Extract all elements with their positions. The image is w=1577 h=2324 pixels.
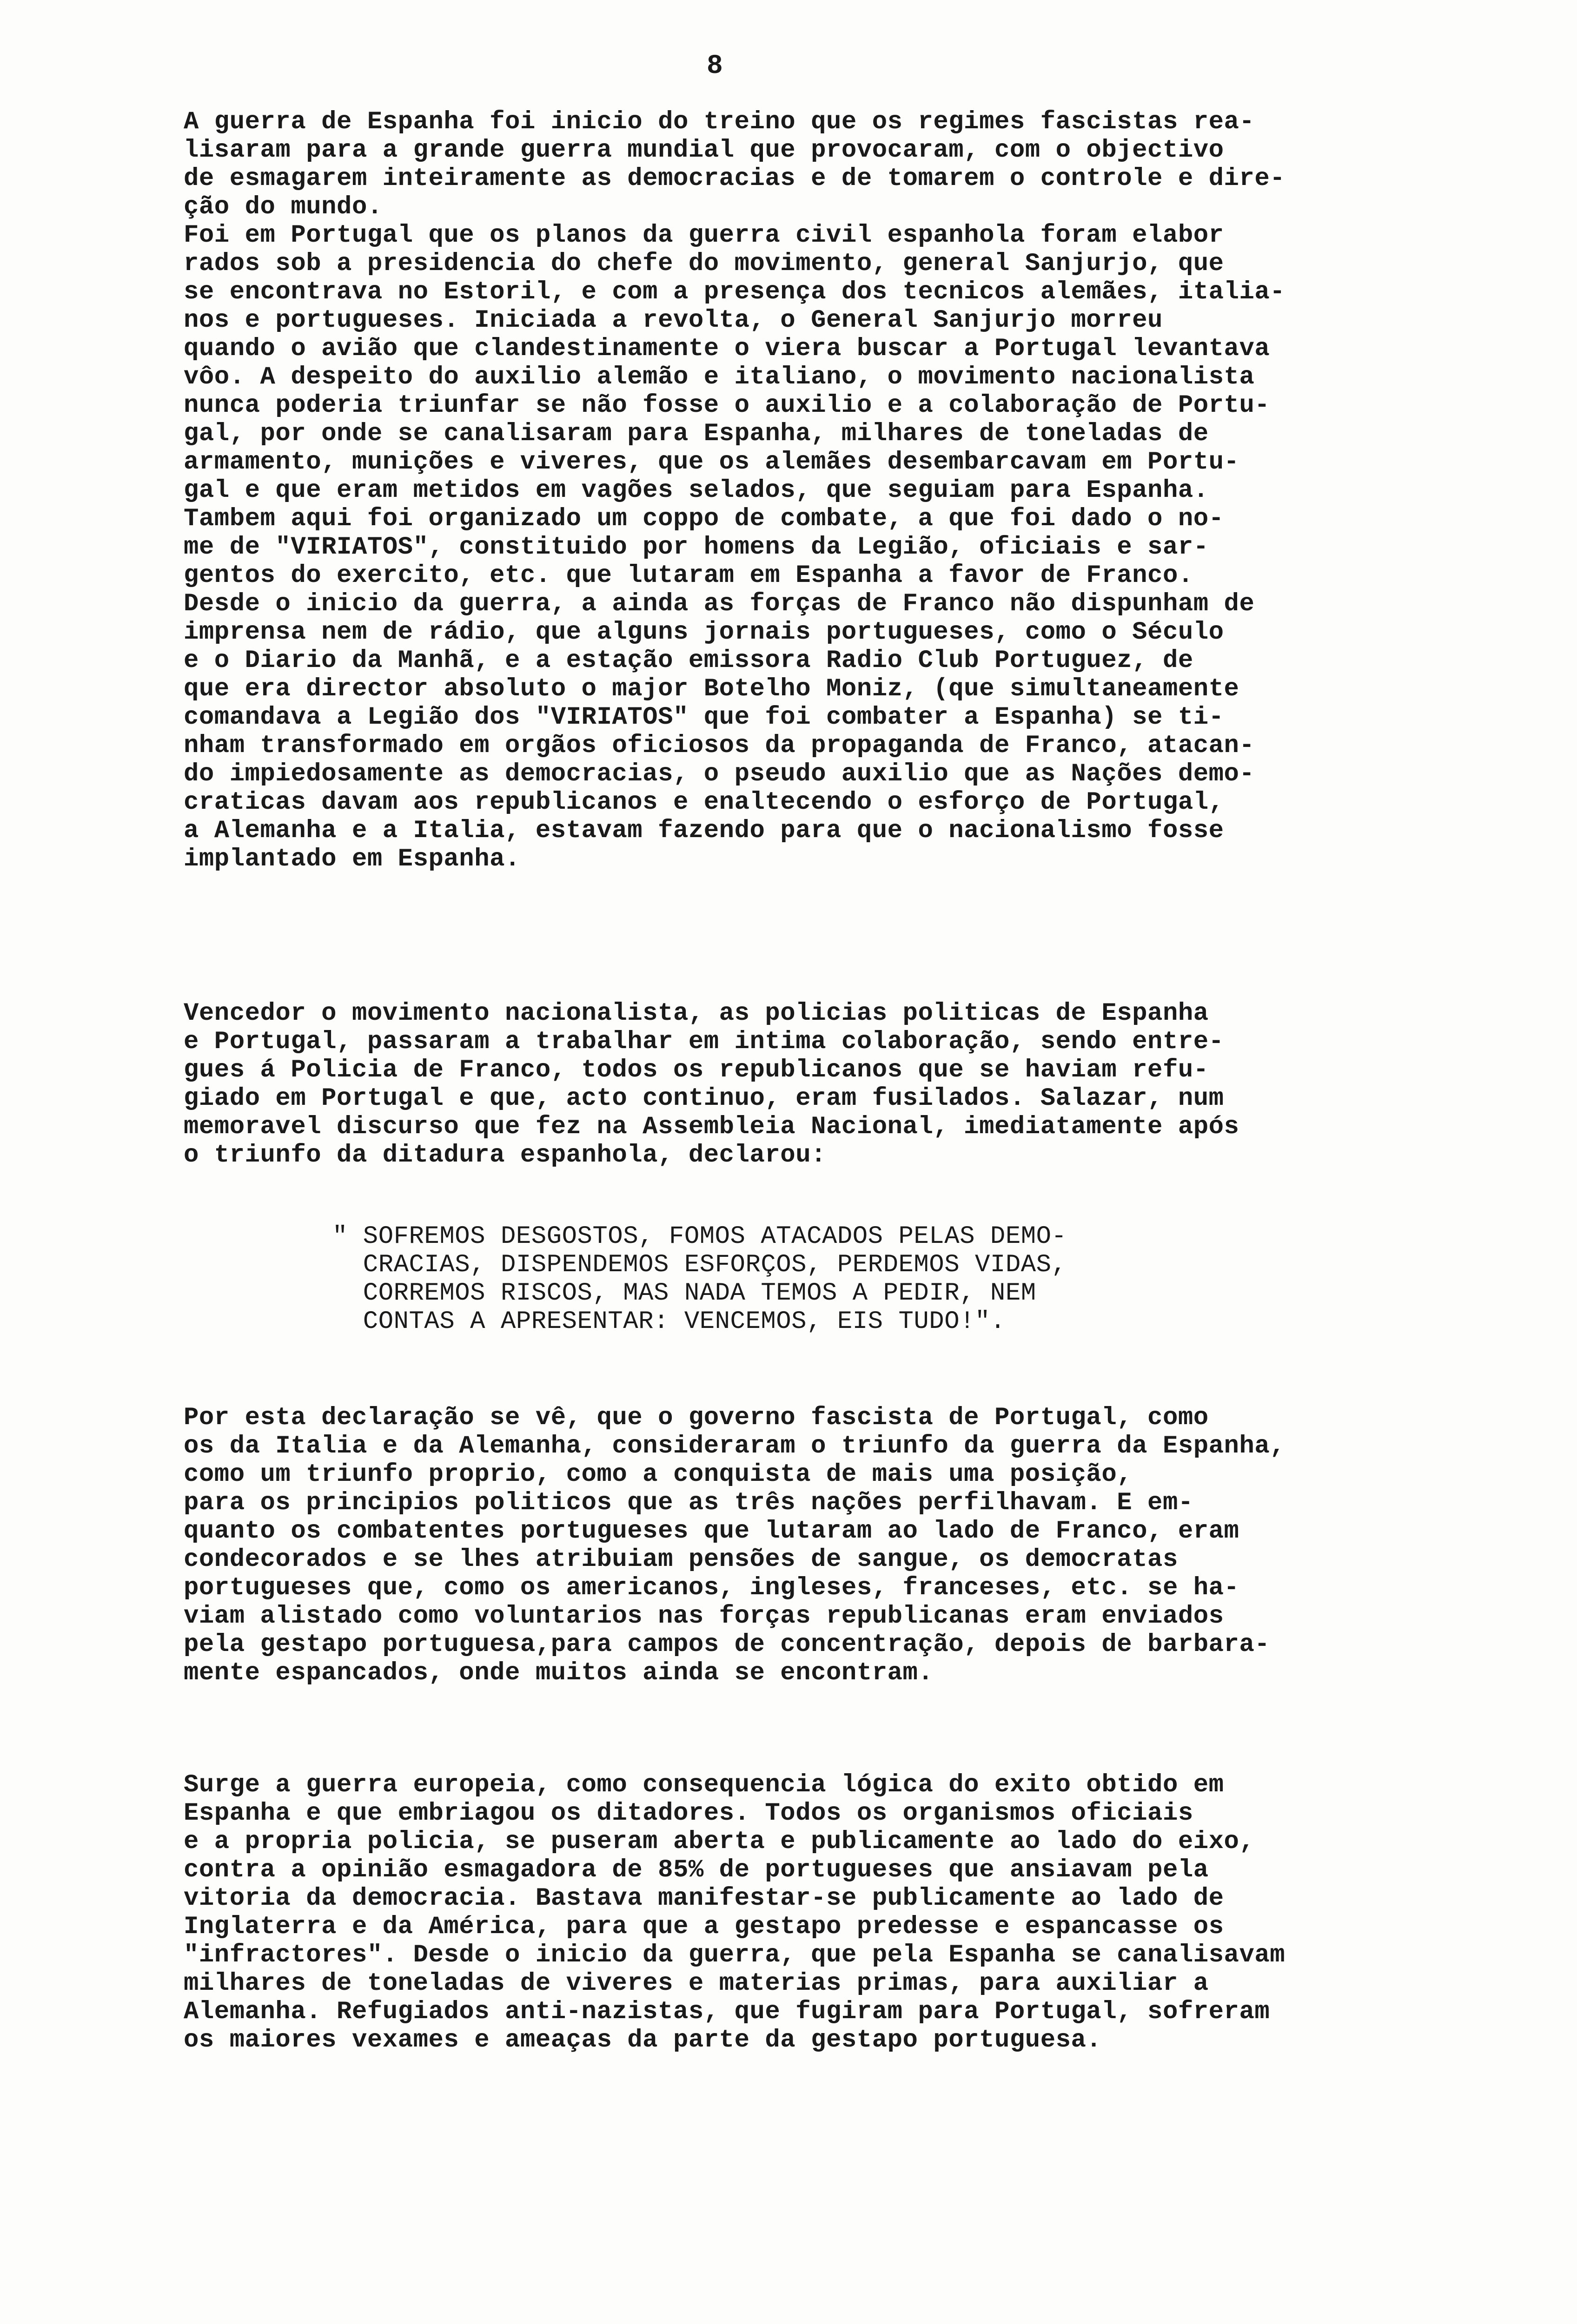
text-line: ção do mundo. — [184, 193, 383, 221]
text-line: nunca poderia triunfar se não fosse o auxilio e a colaboração de Portu- — [184, 391, 1270, 420]
text-line: vôo. A despeito do auxilio alemão e italiano, o movimento nacionalista — [184, 363, 1255, 391]
text-line: CONTAS A APRESENTAR: VENCEMOS, EIS TUDO!". — [332, 1307, 1006, 1336]
text-line: Vencedor o movimento nacionalista, as policias politicas de Espanha — [184, 999, 1209, 1028]
text-line: e o Diario da Manhã, e a estação emissora Radio Club Portuguez, de — [184, 647, 1193, 675]
text-line: CRACIAS, DISPENDEMOS ESFORÇOS, PERDEMOS VIDAS, — [332, 1251, 1067, 1279]
text-line: os da Italia e da Alemanha, consideraram o triunfo da guerra da Espanha, — [184, 1432, 1285, 1460]
text-line: nos e portugueses. Iniciada a revolta, o General Sanjurjo morreu — [184, 306, 1163, 335]
text-line: contra a opinião esmagadora de 85% de portugueses que ansiavam pela — [184, 1856, 1209, 1884]
text-line: gal e que eram metidos em vagões selados, que seguiam para Espanha. — [184, 476, 1209, 505]
text-line: me de "VIRIATOS", constituido por homens da Legião, oficiais e sar- — [184, 533, 1209, 561]
text-line: CORREMOS RISCOS, MAS NADA TEMOS A PEDIR, NEM — [332, 1279, 1036, 1307]
text-line: Tambem aqui foi organizado um coppo de combate, a que foi dado o no- — [184, 505, 1224, 533]
text-line: armamento, munições e viveres, que os alemães desembarcavam em Portu- — [184, 448, 1239, 476]
paragraph-european-war — [184, 1771, 1532, 2054]
salazar-quote — [332, 1222, 1355, 1336]
text-line: e Portugal, passaram a trabalhar em intima colaboração, sendo entre- — [184, 1028, 1224, 1056]
text-line: a Alemanha e a Italia, estavam fazendo para que o nacionalismo fosse — [184, 817, 1224, 845]
text-line: Inglaterra e da América, para que a gestapo predesse e espancasse os — [184, 1913, 1224, 1941]
text-line: Por esta declaração se vê, que o governo fascista de Portugal, como — [184, 1404, 1209, 1432]
text-line: gal, por onde se canalisaram para Espanha, milhares de toneladas de — [184, 420, 1209, 448]
text-line: A guerra de Espanha foi inicio do treino que os regimes fascistas rea- — [184, 108, 1255, 136]
paragraph-fascist-triumph — [184, 1404, 1532, 1687]
text-line: milhares de toneladas de viveres e materias primas, para auxiliar a — [184, 1969, 1209, 1998]
text-line: mente espancados, onde muitos ainda se encontram. — [184, 1659, 934, 1687]
text-line: Espanha e que embriagou os ditadores. Todos os organismos oficiais — [184, 1799, 1193, 1828]
text-line: giado em Portugal e que, acto continuo, eram fusilados. Salazar, num — [184, 1084, 1224, 1113]
text-line: Desde o inicio da guerra, a ainda as forças de Franco não dispunham de — [184, 590, 1255, 618]
text-line: para os principios politicos que as três nações perfilhavam. E em- — [184, 1489, 1193, 1517]
paragraph-police-collaboration — [184, 999, 1532, 1169]
text-line: se encontrava no Estoril, e com a presença dos tecnicos alemães, italia- — [184, 278, 1285, 306]
text-line: portugueses que, como os americanos, ingleses, franceses, etc. se ha- — [184, 1574, 1239, 1602]
text-line: e a propria policia, se puseram aberta e publicamente ao lado do eixo, — [184, 1828, 1255, 1856]
text-line: Foi em Portugal que os planos da guerra civil espanhola foram elabor — [184, 221, 1224, 250]
text-line: gentos do exercito, etc. que lutaram em Espanha a favor de Franco. — [184, 561, 1193, 590]
text-line: implantado em Espanha. — [184, 845, 520, 873]
text-line: vitoria da democracia. Bastava manifestar-se publicamente ao lado de — [184, 1884, 1224, 1913]
text-line: Surge a guerra europeia, como consequencia lógica do exito obtido em — [184, 1771, 1224, 1799]
text-line: que era director absoluto o major Botelho Moniz, (que simultaneamente — [184, 675, 1239, 703]
text-line: quando o avião que clandestinamente o viera buscar a Portugal levantava — [184, 335, 1270, 363]
text-line: " SOFREMOS DESGOSTOS, FOMOS ATACADOS PELAS DEMO- — [332, 1222, 1067, 1251]
text-line: memoravel discurso que fez na Assembleia Nacional, imediatamente após — [184, 1113, 1239, 1141]
text-line: Alemanha. Refugiados anti-nazistas, que fugiram para Portugal, sofreram — [184, 1998, 1270, 2026]
text-line: nham transformado em orgãos oficiosos da propaganda de Franco, atacan- — [184, 732, 1255, 760]
text-line: condecorados e se lhes atribuiam pensões de sangue, os democratas — [184, 1545, 1178, 1574]
text-line: rados sob a presidencia do chefe do movimento, general Sanjurjo, que — [184, 250, 1224, 278]
text-line: viam alistado como voluntarios nas forças republicanas eram enviados — [184, 1602, 1224, 1631]
text-line: "infractores". Desde o inicio da guerra, que pela Espanha se canalisavam — [184, 1941, 1285, 1969]
text-line: quanto os combatentes portugueses que lutaram ao lado de Franco, eram — [184, 1517, 1239, 1545]
text-line: imprensa nem de rádio, que alguns jornais portugueses, como o Século — [184, 618, 1224, 647]
text-line: gues á Policia de Franco, todos os republicanos que se haviam refu- — [184, 1056, 1209, 1084]
text-line: comandava a Legião dos "VIRIATOS" que foi combater a Espanha) se ti- — [184, 703, 1224, 732]
text-line: de esmagarem inteiramente as democracias e de tomarem o controle e dire- — [184, 165, 1285, 193]
text-line: pela gestapo portuguesa,para campos de concentração, depois de barbara- — [184, 1631, 1270, 1659]
page-number: 8 — [707, 51, 724, 81]
text-line: lisaram para a grande guerra mundial que provocaram, com o objectivo — [184, 136, 1224, 165]
text-line: os maiores vexames e ameaças da parte da gestapo portuguesa. — [184, 2026, 1102, 2054]
text-line: do impiedosamente as democracias, o pseudo auxilio que as Nações demo- — [184, 760, 1255, 788]
text-line: craticas davam aos republicanos e enaltecendo o esforço de Portugal, — [184, 788, 1224, 817]
paragraph-spanish-war-origins — [184, 108, 1532, 873]
text-line: o triunfo da ditadura espanhola, declarou: — [184, 1141, 827, 1169]
text-line: como um triunfo proprio, como a conquista de mais uma posição, — [184, 1460, 1133, 1489]
